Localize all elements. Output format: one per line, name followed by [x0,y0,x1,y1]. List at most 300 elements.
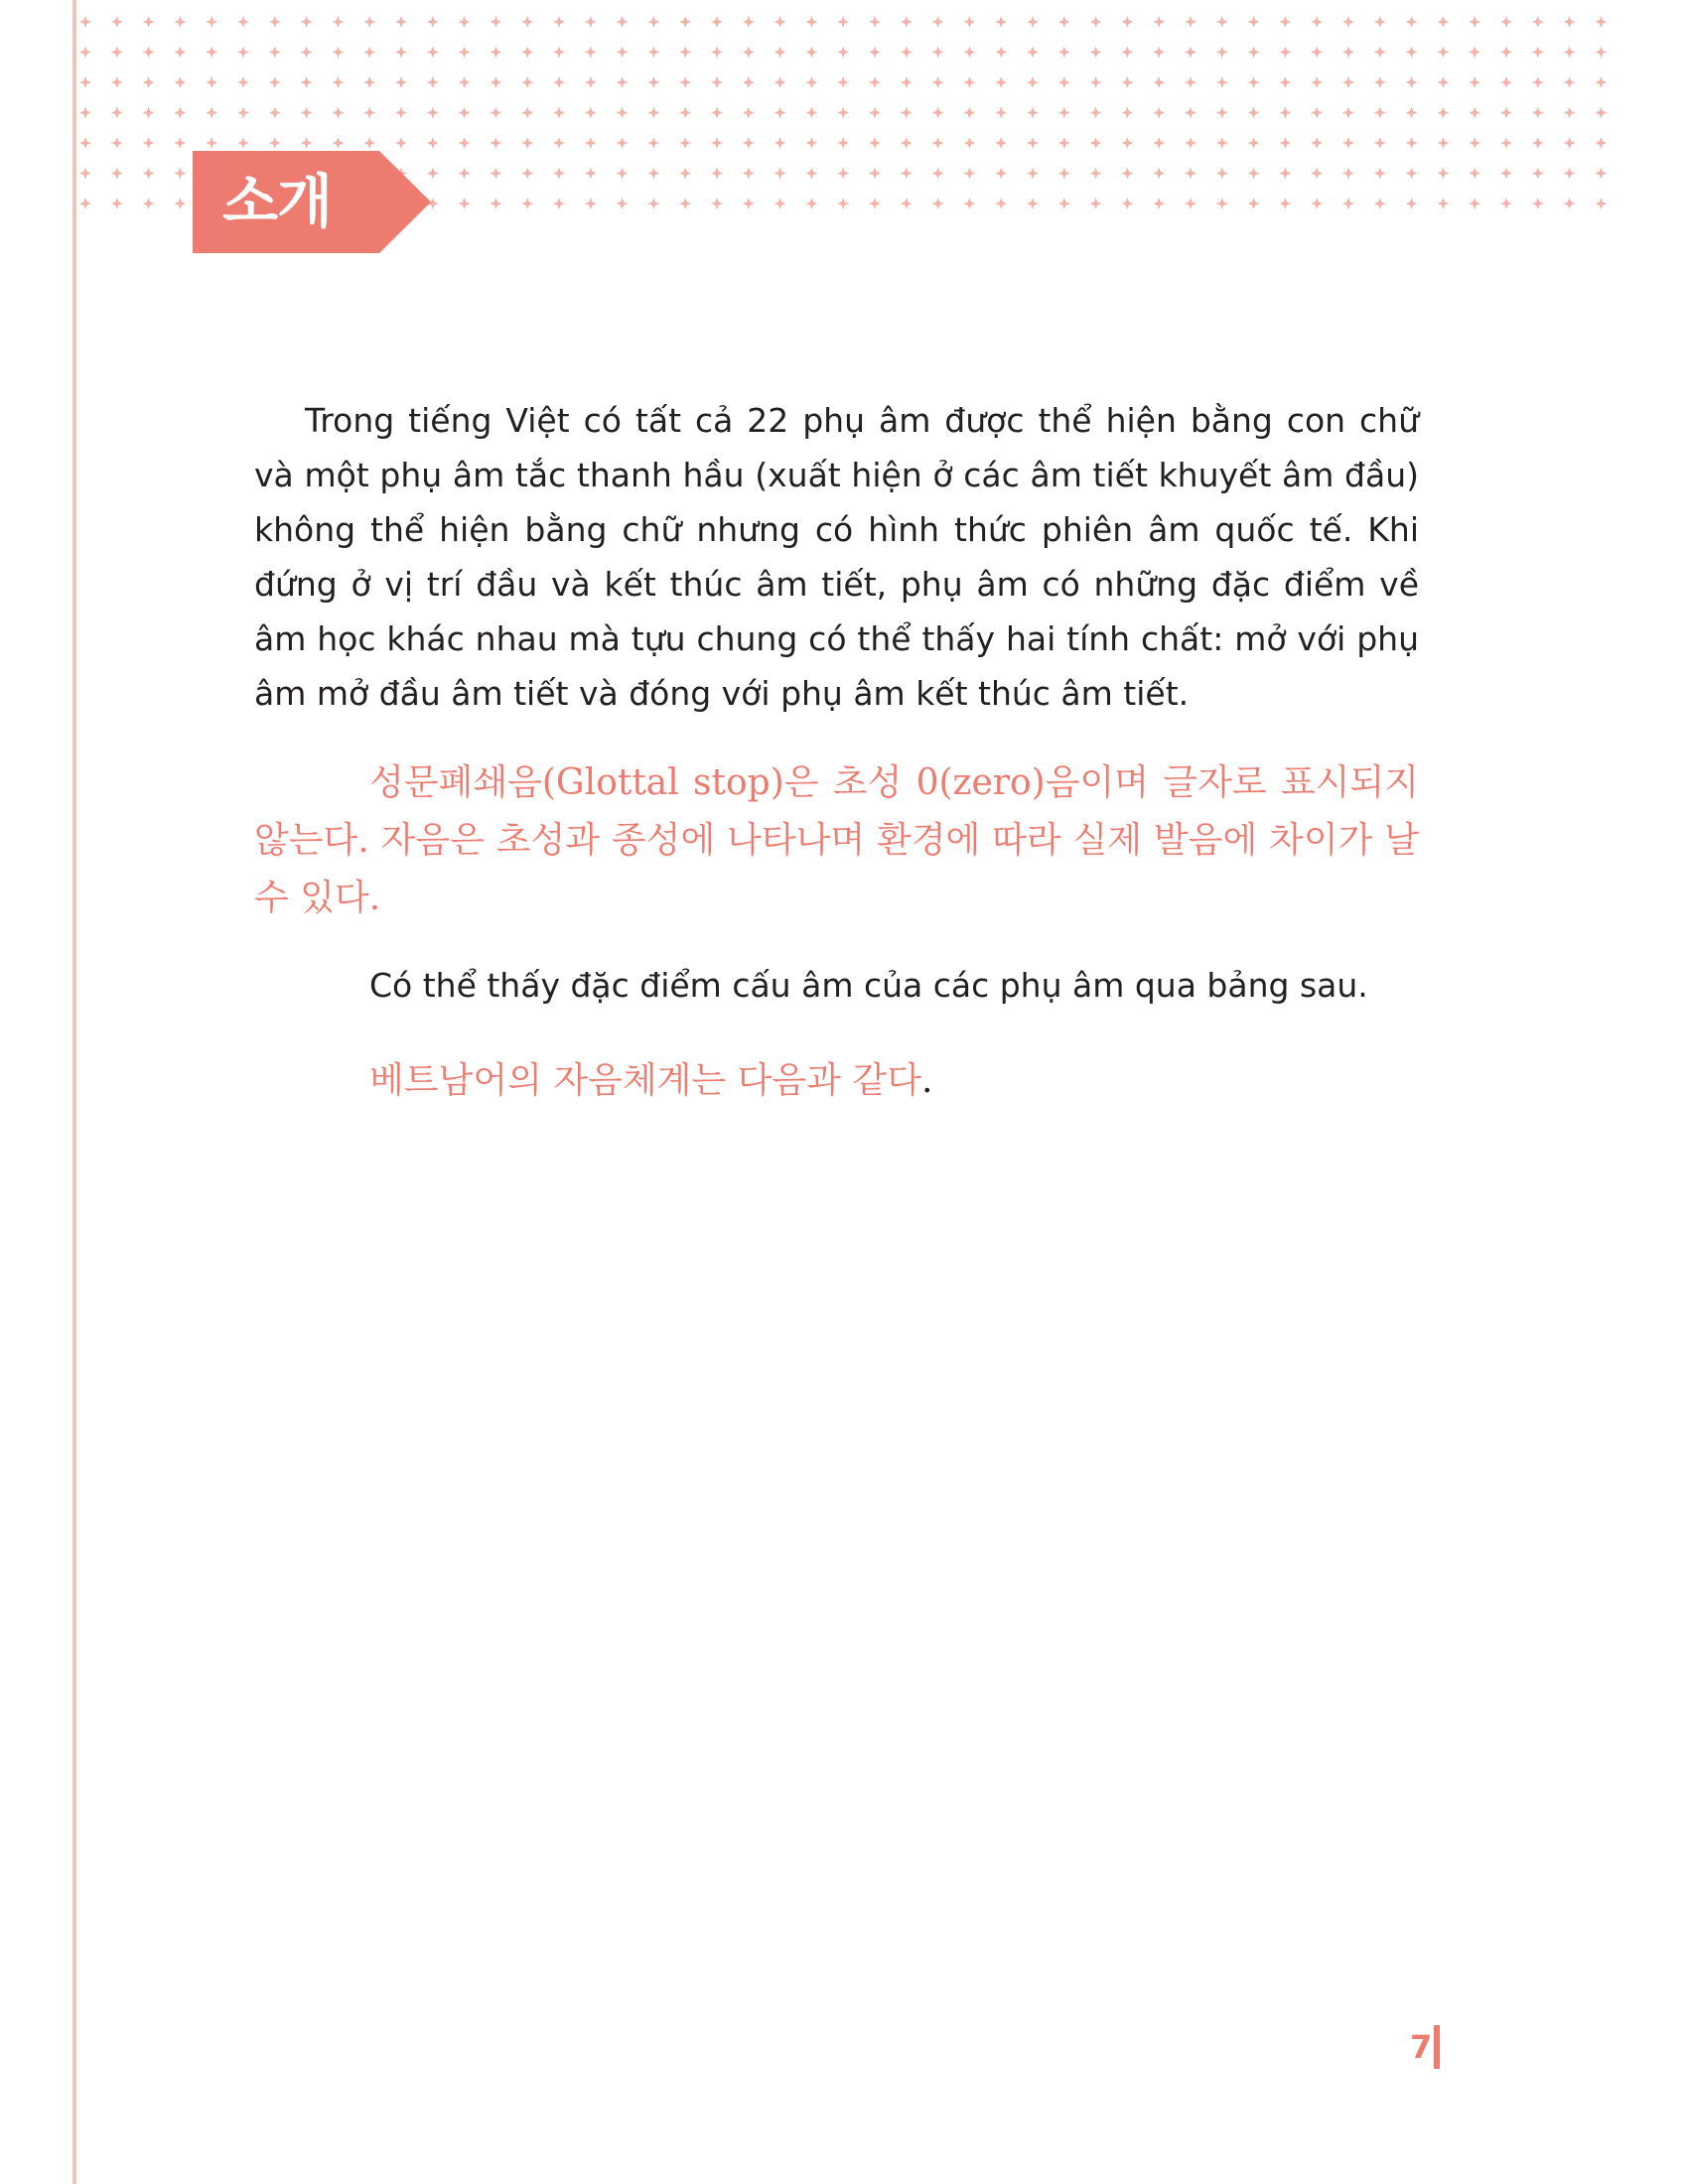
sparkle-icon [1437,16,1449,28]
sparkle-icon [869,16,881,28]
sparkle-icon [679,47,691,59]
sparkle-icon [743,168,755,180]
sparkle-icon [395,76,407,88]
sparkle-icon [237,76,249,88]
sparkle-icon [1595,168,1607,180]
sparkle-icon [1027,198,1039,209]
sparkle-icon [1185,107,1196,119]
sparkle-icon [869,198,881,209]
sparkle-icon [869,47,881,59]
sparkle-icon [1153,198,1165,209]
sparkle-icon [269,137,281,149]
sparkle-icon [1342,16,1354,28]
sparkle-icon [174,47,186,59]
sparkle-icon [743,137,755,149]
sparkle-icon [617,168,629,180]
sparkle-icon [143,16,155,28]
sparkle-icon [1153,107,1165,119]
sparkle-icon [490,137,501,149]
page-number-bar [1434,2025,1440,2069]
sparkle-icon [647,107,659,119]
sparkle-icon [995,168,1007,180]
sparkle-icon [1532,16,1544,28]
sparkle-icon [490,107,501,119]
sparkle-icon [901,168,913,180]
sparkle-icon [490,198,501,209]
sparkle-icon [585,168,597,180]
sparkle-icon [1248,168,1260,180]
sparkle-icon [1121,16,1133,28]
sparkle-icon [901,47,913,59]
sparkle-icon [963,47,975,59]
sparkle-icon [995,47,1007,59]
sparkle-icon [79,47,91,59]
sparkle-icon [1216,137,1228,149]
sparkle-icon [206,107,217,119]
sparkle-icon [553,137,565,149]
sparkle-icon [932,168,944,180]
sparkle-icon [363,16,375,28]
sparkle-icon [774,47,786,59]
sparkle-icon [774,168,786,180]
sparkle-icon [1469,47,1480,59]
sparkle-icon [1595,47,1607,59]
sparkle-icon [174,16,186,28]
sparkle-icon [1121,107,1133,119]
sparkle-icon [617,76,629,88]
sparkle-icon [1248,47,1260,59]
sparkle-icon [427,107,439,119]
sparkle-icon [869,76,881,88]
sparkle-icon [711,198,723,209]
sparkle-icon [521,47,533,59]
sparkle-icon [647,168,659,180]
sparkle-icon [711,16,723,28]
sparkle-icon [805,107,817,119]
sparkle-icon [743,76,755,88]
sparkle-icon [647,137,659,149]
sparkle-icon [963,168,975,180]
sparkle-icon [1564,16,1576,28]
sparkle-icon [932,107,944,119]
sparkle-icon [1248,76,1260,88]
sparkle-icon [206,76,217,88]
sparkle-icon [1153,47,1165,59]
sparkle-icon [1564,137,1576,149]
sparkle-icon [805,168,817,180]
sparkle-icon [332,107,344,119]
sparkle-icon [1248,16,1260,28]
sparkle-icon [1311,16,1323,28]
sparkle-icon [932,76,944,88]
sparkle-icon [363,47,375,59]
sparkle-icon [301,107,313,119]
sparkle-icon [1311,168,1323,180]
sparkle-icon [1027,137,1039,149]
sparkle-icon [1153,76,1165,88]
sparkle-icon [1500,16,1512,28]
sparkle-icon [1027,16,1039,28]
sparkle-icon [1437,137,1449,149]
sparkle-icon [363,76,375,88]
sparkle-icon [679,198,691,209]
sparkle-icon [774,16,786,28]
sparkle-icon [901,198,913,209]
sparkle-icon [490,47,501,59]
sparkle-icon [805,137,817,149]
sparkle-icon [1058,198,1070,209]
sparkle-icon [111,107,123,119]
sparkle-icon [1248,137,1260,149]
sparkle-icon [174,76,186,88]
sparkle-icon [111,168,123,180]
sparkle-icon [174,168,186,180]
sparkle-icon [679,168,691,180]
sparkle-icon [1406,76,1418,88]
sparkle-icon [1342,76,1354,88]
sparkle-icon [1185,16,1196,28]
sparkle-icon [1216,198,1228,209]
sparkle-icon [837,47,849,59]
sparkle-icon [111,16,123,28]
sparkle-icon [1532,137,1544,149]
sparkle-icon [1406,198,1418,209]
sparkle-icon [459,137,471,149]
sparkle-icon [1564,47,1576,59]
sparkle-icon [932,16,944,28]
sparkle-icon [774,76,786,88]
sparkle-icon [679,137,691,149]
sparkle-icon [1500,168,1512,180]
sparkle-icon [1595,137,1607,149]
sparkle-icon [427,47,439,59]
sparkle-icon [995,198,1007,209]
sparkle-icon [553,16,565,28]
sparkle-icon [1216,47,1228,59]
sparkle-icon [301,76,313,88]
sparkle-icon [901,76,913,88]
sparkle-icon [1342,168,1354,180]
sparkle-icon [459,107,471,119]
sparkle-icon [1532,76,1544,88]
sparkle-icon [1595,107,1607,119]
sparkle-icon [963,137,975,149]
sparkle-icon [237,16,249,28]
korean-table-intro-text: 베트남어의 자음체계는 다음과 같다 [369,1060,921,1101]
sparkle-icon [1469,107,1480,119]
sparkle-icon [1185,168,1196,180]
sparkle-icon [1469,198,1480,209]
sparkle-icon [1311,137,1323,149]
sparkle-icon [585,16,597,28]
sparkle-icon [647,16,659,28]
sparkle-icon [805,76,817,88]
sparkle-icon [1469,16,1480,28]
sparkle-icon [647,198,659,209]
sparkle-icon [1058,47,1070,59]
sparkle-icon [995,107,1007,119]
sparkle-icon [617,16,629,28]
sparkle-icon [269,76,281,88]
sparkle-icon [869,168,881,180]
sparkle-icon [1374,47,1386,59]
sparkle-icon [1121,47,1133,59]
korean-table-intro-period: . [920,1060,933,1101]
sparkle-icon [711,137,723,149]
sparkle-icon [805,198,817,209]
sparkle-icon [1500,76,1512,88]
sparkle-icon [1185,198,1196,209]
sparkle-icon [1500,47,1512,59]
sparkle-icon [301,47,313,59]
sparkle-icon [617,107,629,119]
sparkle-icon [1374,107,1386,119]
sparkle-icon [1248,107,1260,119]
sparkle-icon [521,198,533,209]
sparkle-icon [1058,168,1070,180]
sparkle-icon [553,76,565,88]
sparkle-icon [237,137,249,149]
sparkle-icon [1090,137,1102,149]
sparkle-icon [1374,137,1386,149]
sparkle-icon [363,137,375,149]
sparkle-icon [174,198,186,209]
sparkle-icon [111,137,123,149]
sparkle-icon [869,137,881,149]
sparkle-icon [647,47,659,59]
sparkle-icon [1437,76,1449,88]
sparkle-icon [837,16,849,28]
sparkle-icon [1342,137,1354,149]
sparkle-icon [1532,47,1544,59]
sparkle-icon [869,107,881,119]
sparkle-icon [1058,16,1070,28]
sparkle-icon [837,168,849,180]
sparkle-icon [521,76,533,88]
sparkle-icon [679,76,691,88]
sparkle-icon [395,47,407,59]
sparkle-icon [1342,47,1354,59]
sparkle-icon [143,168,155,180]
sparkle-icon [459,198,471,209]
sparkle-icon [1311,198,1323,209]
sparkle-icon [1469,168,1480,180]
sparkle-icon [1153,168,1165,180]
sparkle-icon [1090,198,1102,209]
sparkle-icon [1153,137,1165,149]
sparkle-icon [521,137,533,149]
sparkle-icon [774,137,786,149]
sparkle-icon [79,76,91,88]
sparkle-icon [237,107,249,119]
sparkle-icon [1374,168,1386,180]
sparkle-icon [1121,198,1133,209]
sparkle-icon [111,76,123,88]
section-title: 소개 [222,168,333,235]
sparkle-icon [395,137,407,149]
sparkle-icon [206,16,217,28]
sparkle-icon [585,198,597,209]
sparkle-icon [1216,168,1228,180]
sparkle-icon [1406,47,1418,59]
korean-paragraph: 성문폐쇄음(Glottal stop)은 초성 0(zero)음이며 글자로 표시되지 않는다. 자음은 초성과 종성에 나타나며 환경에 따라 실제 발음에 차이가 날 수 있다. [254,762,1419,918]
sparkle-icon [995,137,1007,149]
sparkle-icon [647,76,659,88]
sparkle-icon [459,168,471,180]
sparkle-icon [1532,107,1544,119]
sparkle-icon [1279,107,1291,119]
section-title-tab [193,151,431,253]
sparkle-icon [711,47,723,59]
sparkle-icon [805,47,817,59]
sparkle-icon [395,16,407,28]
sparkle-icon [1216,16,1228,28]
sparkle-icon [553,107,565,119]
sparkle-icon [1564,198,1576,209]
sparkle-icon [1437,168,1449,180]
sparkle-icon [1121,168,1133,180]
sparkle-icon [521,16,533,28]
sparkle-icon [363,107,375,119]
sparkle-icon [963,76,975,88]
vietnamese-paragraph: Trong tiếng Việt có tất cả 22 phụ âm được thể hiện bằng con chữ và một phụ âm tắc thanh hầu (xuất hiện ở các âm tiết khuyết âm đầu) không thể hiện bằng chữ nhưng có hình thức phiên âm quốc tế. Khi đứng ở vị trí đầu và kết thúc âm tiết, phụ âm có những đặc điểm về âm học khác nhau mà tựu chung có thể thấy hai tính chất: mở với phụ âm mở đầu âm tiết và đóng với phụ âm kết thúc âm tiết. [254,401,1419,713]
sparkle-icon [79,137,91,149]
sparkle-icon [269,107,281,119]
sparkle-icon [1153,16,1165,28]
sparkle-icon [1058,76,1070,88]
sparkle-icon [1500,198,1512,209]
sparkle-icon [1279,16,1291,28]
sparkle-icon [585,107,597,119]
sparkle-icon [553,168,565,180]
sparkle-icon [206,47,217,59]
korean-table-intro [369,1052,932,1110]
sparkle-icon [805,16,817,28]
sparkle-icon [1437,107,1449,119]
sparkle-icon [743,107,755,119]
sparkle-icon [901,16,913,28]
sparkle-icon [743,47,755,59]
sparkle-icon [332,47,344,59]
sparkle-icon [1216,76,1228,88]
sparkle-icon [1279,137,1291,149]
sparkle-icon [679,107,691,119]
sparkle-icon [963,107,975,119]
sparkle-icon [837,107,849,119]
sparkle-icon [1248,198,1260,209]
sparkle-icon [1469,137,1480,149]
sparkle-icon [963,16,975,28]
sparkle-icon [932,47,944,59]
sparkle-icon [1058,107,1070,119]
sparkle-icon [111,47,123,59]
sparkle-icon [1595,198,1607,209]
sparkle-icon [301,137,313,149]
sparkle-icon [585,137,597,149]
sparkle-icon [1090,47,1102,59]
sparkle-icon [490,76,501,88]
page-number: 7 [1410,2028,1433,2066]
sparkle-icon [301,16,313,28]
sparkle-icon [1216,107,1228,119]
sparkle-icon [1342,198,1354,209]
sparkle-icon [269,16,281,28]
sparkle-icon [1406,107,1418,119]
sparkle-icon [1027,47,1039,59]
vietnamese-table-intro: Có thể thấy đặc điểm cấu âm của các phụ âm qua bảng sau. [369,966,1368,1005]
sparkle-icon [1185,137,1196,149]
sparkle-icon [332,137,344,149]
sparkle-icon [1279,198,1291,209]
sparkle-icon [1185,47,1196,59]
sparkle-icon [1406,137,1418,149]
sparkle-icon [1406,16,1418,28]
sparkle-icon [521,168,533,180]
sparkle-icon [1532,198,1544,209]
sparkle-icon [1090,168,1102,180]
sparkle-icon [1279,168,1291,180]
sparkle-icon [1564,168,1576,180]
sparkle-icon [1500,107,1512,119]
sparkle-icon [79,16,91,28]
sparkle-icon [837,198,849,209]
sparkle-icon [1406,168,1418,180]
sparkle-icon [459,76,471,88]
sparkle-icon [553,198,565,209]
sparkle-icon [1469,76,1480,88]
sparkle-icon [679,16,691,28]
sparkle-icon [1311,76,1323,88]
sparkle-icon [427,76,439,88]
sparkle-icon [995,76,1007,88]
page-margin-rule [72,0,76,2184]
sparkle-icon [1279,47,1291,59]
sparkle-icon [1185,76,1196,88]
sparkle-icon [585,76,597,88]
sparkle-icon [1374,16,1386,28]
sparkle-icon [1595,76,1607,88]
sparkle-icon [143,198,155,209]
sparkle-icon [553,47,565,59]
sparkle-icon [901,137,913,149]
sparkle-icon [427,137,439,149]
sparkle-icon [774,198,786,209]
sparkle-icon [1564,107,1576,119]
sparkle-icon [79,107,91,119]
sparkle-icon [143,107,155,119]
sparkle-icon [617,47,629,59]
sparkle-icon [837,137,849,149]
sparkle-icon [711,76,723,88]
sparkle-icon [1090,76,1102,88]
sparkle-icon [1121,76,1133,88]
sparkle-icon [932,137,944,149]
sparkle-icon [1090,107,1102,119]
sparkle-icon [143,47,155,59]
sparkle-icon [837,76,849,88]
sparkle-icon [1311,107,1323,119]
sparkle-icon [743,16,755,28]
sparkle-icon [963,198,975,209]
sparkle-icon [269,47,281,59]
sparkle-icon [79,198,91,209]
sparkle-icon [995,16,1007,28]
sparkle-icon [1374,198,1386,209]
sparkle-icon [1342,107,1354,119]
sparkle-icon [79,168,91,180]
sparkle-icon [490,16,501,28]
sparkle-icon [1532,168,1544,180]
